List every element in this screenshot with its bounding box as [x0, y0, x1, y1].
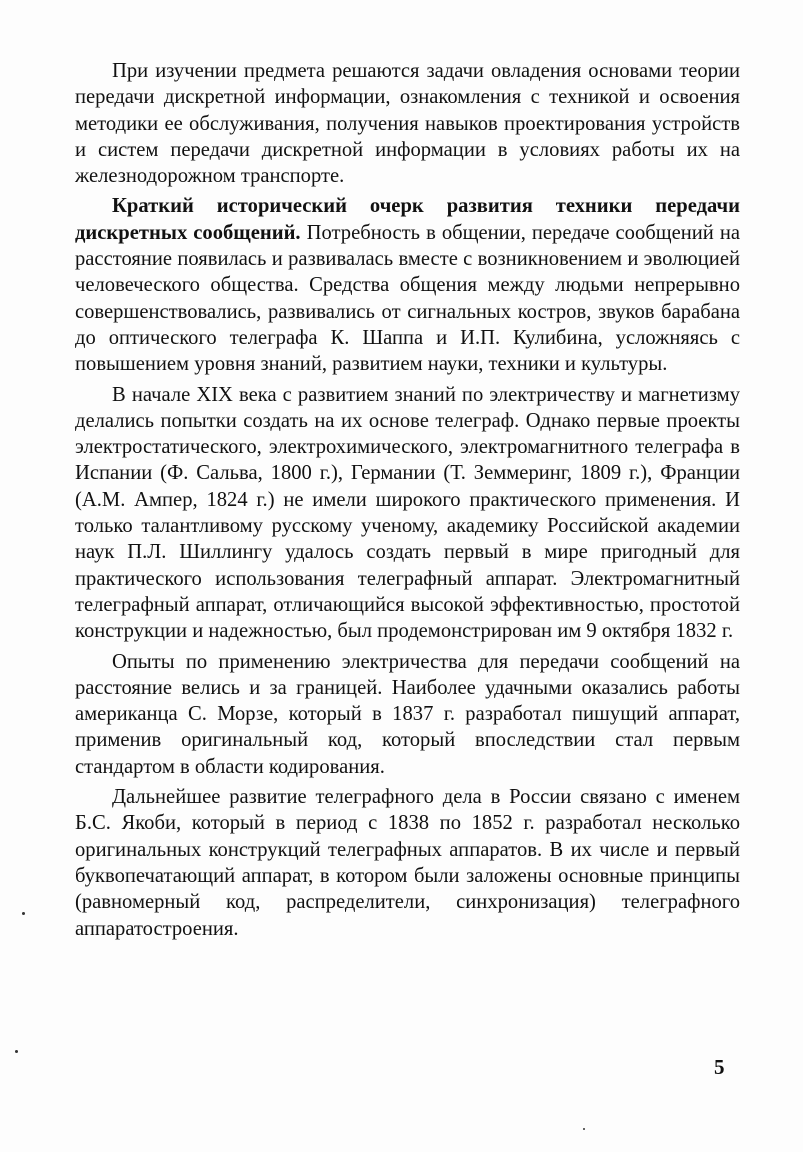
paragraph-intro	[75, 58, 740, 189]
paragraph-text: Потребность в общении, передаче сообщений на расстояние появилась и развивалась вместе с возникновением и эволюцией человеческого общества. Средства общения между людьми непрерывно совершенствовались, развивались от сигнальных костров, звуков барабана до оптического телеграфа К. Шаппа и И.П. Кулибина, усложняясь с повышением уровня знаний, развитием науки, техники и культуры.	[75, 221, 741, 376]
paragraph-text: В начале XIX века с развитием знаний по электричеству и магнетизму делались попытки создать на их основе телеграф. Однако первые проекты электростатического, электрохимического, электромагнитного телеграфа в Испании (Ф. Сальва, 1800 г.), Германии (Т. Земмеринг, 1809 г.), Франции (А.М. Ампер, 1824 г.) не имели широкого практического применения. И только талантливому русскому ученому, академику Российской академии наук П.Л. Шиллингу удалось создать первый в мире пригодный для практического использования телеграфный аппарат. Электромагнитный телеграфный аппарат, отличающийся высокой эффективностью, простотой конструкции и надежностью, был продемонстрирован им 9 октября 1832 г.	[75, 383, 740, 643]
paragraph-history	[75, 193, 740, 377]
paragraph-jacobi	[75, 784, 740, 942]
scan-speck	[583, 1128, 585, 1130]
paragraph-text: Опыты по применению электричества для передачи сообщений на расстояние велись и за границей. Наиболее удачными оказались работы американца С. Морзе, который в 1837 г. разработал пишущий аппарат, применив оригинальный код, который впоследствии стал первым стандартом в области кодирования.	[75, 650, 740, 778]
paragraph-text: Дальнейшее развитие телеграфного дела в России связано с именем Б.С. Якоби, который в период с 1838 по 1852 г. разработал несколько оригинальных конструкций телеграфных аппаратов. В их числе и первый буквопечатающий аппарат, в котором были заложены основные принципы (равномерный код, распределители, синхронизация) телеграфного аппаратостроения.	[75, 786, 740, 940]
paragraph-19th-century	[75, 382, 740, 645]
scan-speck	[22, 912, 25, 915]
paragraph-morse	[75, 649, 740, 780]
page-number: 5	[714, 1055, 725, 1079]
section-heading: Краткий исторический очерк развития техники передачи дискретных сообщений.	[75, 195, 740, 244]
paragraph-text: При изучении предмета решаются задачи овладения основами теории передачи дискретной информации, ознакомления с техникой и освоения методики ее обслуживания, получения навыков проектирования устройств и систем передачи дискретной информации в условиях работы их на железнодорожном транспорте.	[75, 60, 740, 188]
scan-speck	[15, 1050, 18, 1053]
body-text	[75, 58, 740, 942]
